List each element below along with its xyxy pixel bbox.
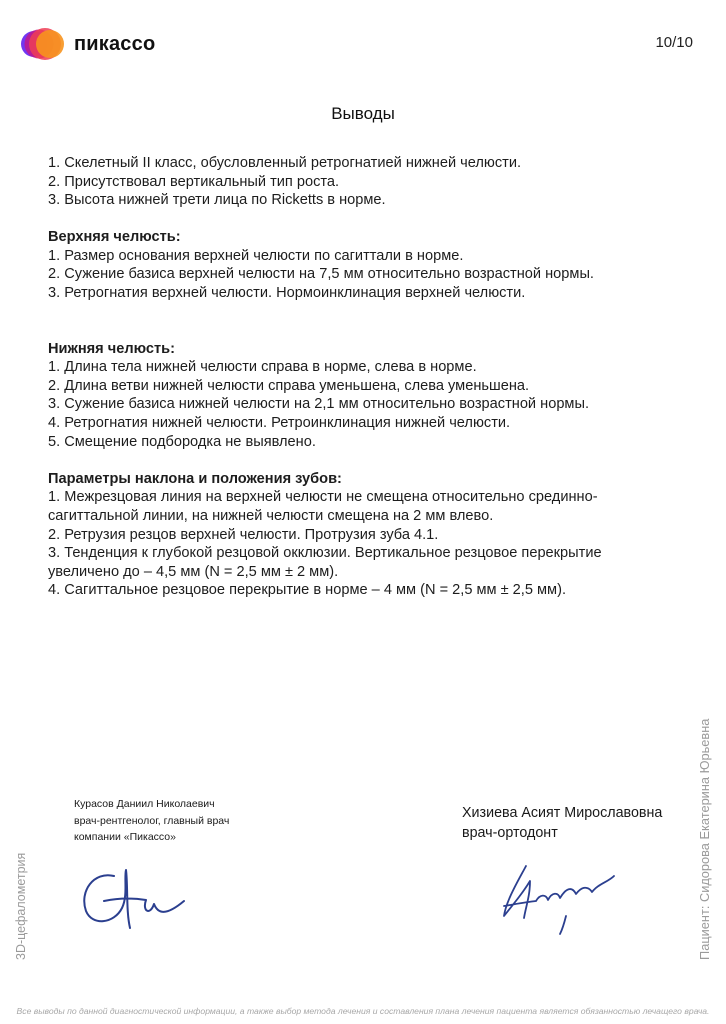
- radiologist-name: Курасов Даниил Николаевич: [74, 798, 215, 810]
- orthodontist-name: Хизиева Асият Мирославовна: [462, 805, 663, 821]
- page-title: Выводы: [331, 104, 395, 123]
- lower-jaw-item: 3. Сужение базиса нижней челюсти на 2,1 мм относительно возрастной нормы.: [48, 396, 590, 413]
- teeth-item: 2. Ретрузия резцов верхней челюсти. Протрузия зуба 4.1.: [48, 526, 439, 543]
- orthodontist-block: [462, 803, 724, 843]
- upper-jaw-item: 3. Ретрогнатия верхней челюсти. Нормоинклинация верхней челюсти.: [48, 285, 526, 302]
- radiologist-company: компании «Пикассо»: [74, 831, 176, 843]
- upper-jaw-item: 2. Сужение базиса верхней челюсти на 7,5 мм относительно возрастной нормы.: [48, 266, 594, 283]
- lower-jaw-item: 4. Ретрогнатия нижней челюсти. Ретроинклинация нижней челюсти.: [48, 415, 511, 432]
- radiologist-signature: [74, 856, 194, 936]
- lower-jaw-item: 2. Длина ветви нижней челюсти справа уменьшена, слева уменьшена.: [48, 377, 530, 394]
- radiologist-block: [74, 796, 334, 846]
- side-label-cephalometry: 3D-цефалометрия: [14, 852, 28, 960]
- teeth-item: 4. Сагиттальное резцовое перекрытие в норме – 4 мм (N = 2,5 мм ± 2,5 мм).: [48, 582, 566, 599]
- upper-jaw-item: 1. Размер основания верхней челюсти по сагиттали в норме.: [48, 247, 464, 264]
- summary-item: 1. Скелетный II класс, обусловленный ретрогнатией нижней челюсти.: [48, 155, 522, 171]
- radiologist-role: врач-рентгенолог, главный врач: [74, 814, 230, 827]
- pikasso-logo-icon: [20, 22, 66, 66]
- summary-item: 2. Присутствовал вертикальный тип роста.: [48, 173, 340, 190]
- teeth-heading: Параметры наклона и положения зубов:: [48, 470, 342, 487]
- page-number: 10/10: [655, 34, 693, 51]
- upper-jaw-heading: Верхняя челюсть:: [48, 229, 181, 246]
- lower-jaw-item: 1. Длина тела нижней челюсти справа в норме, слева в норме.: [48, 359, 477, 376]
- summary-item: 3. Высота нижней трети лица по Ricketts в норме.: [48, 192, 386, 209]
- teeth-item: 3. Тенденция к глубокой резцовой окклюзии. Вертикальное резцовое перекрытие увеличено до – 4,5 мм (N = 2,5 мм ± 2 мм).: [48, 545, 602, 580]
- lower-jaw-heading: Нижняя челюсть:: [48, 340, 175, 357]
- orthodontist-role: врач-ортодонт: [462, 825, 558, 841]
- logo: [20, 22, 170, 66]
- teeth-item: 1. Межрезцовая линия на верхней челюсти не смещена относительно срединно-сагиттальной линии, на нижней челюсти смещена на 2 мм влево.: [48, 489, 598, 524]
- orthodontist-signature: [496, 846, 626, 936]
- side-label-patient: Пациент: Сидорова Екатерина Юрьевна: [697, 718, 712, 960]
- conclusions: [48, 154, 648, 600]
- footer-disclaimer: Все выводы по данной диагностической информации, а также выбор метода лечения и составления плана лечения пациента является обязанностью лечащего врача.: [16, 1006, 710, 1016]
- lower-jaw-item: 5. Смещение подбородка не выявлено.: [48, 433, 316, 450]
- logo-text: пикассо: [74, 32, 156, 55]
